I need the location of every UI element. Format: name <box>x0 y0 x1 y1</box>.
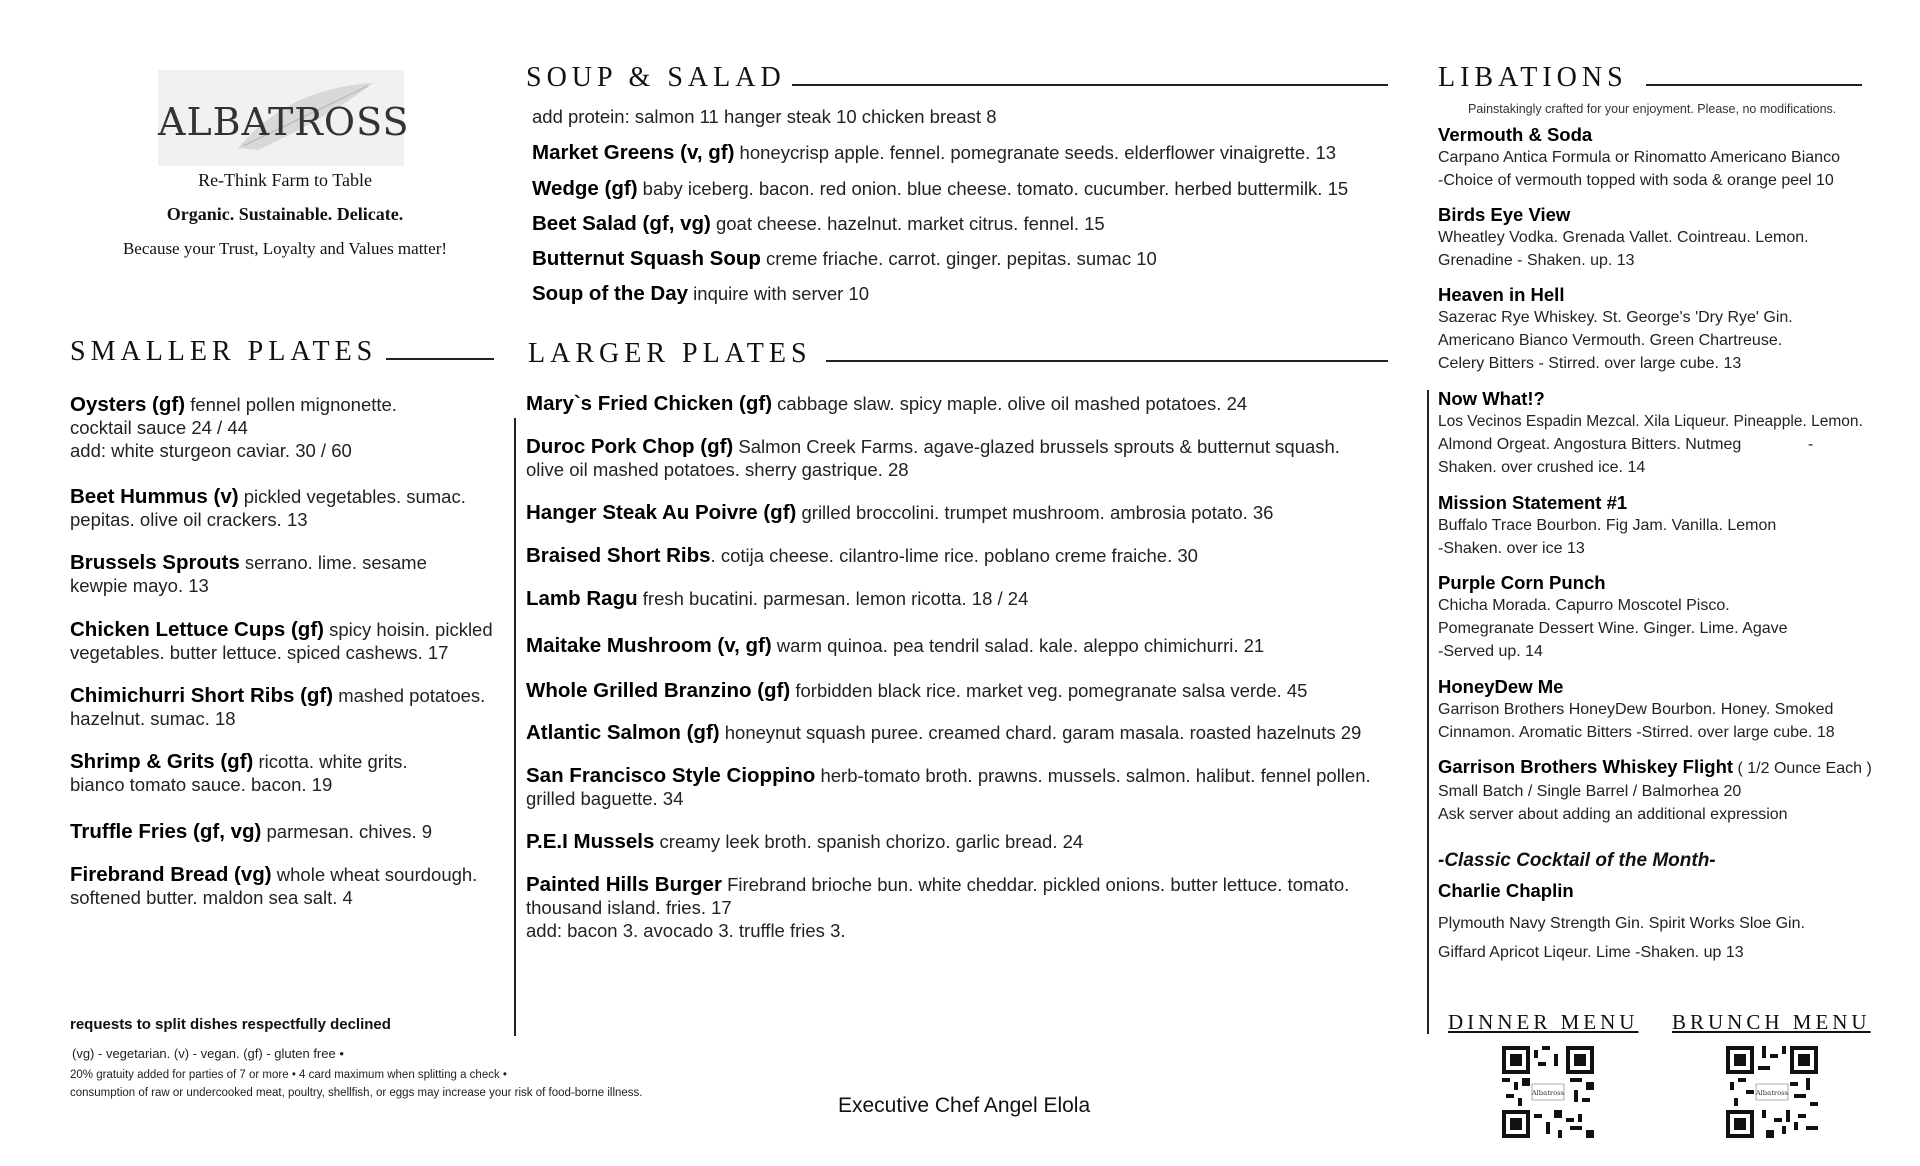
menu-item: Soup of the Day inquire with server 10 <box>532 282 870 305</box>
menu-item: Truffle Fries (gf, vg) parmesan. chives. 9 <box>70 820 433 843</box>
cocktail: Garrison Brothers Whiskey Flight ( 1/2 Ounce Each ) Small Batch / Single Barrel / Balmorhea 20 Ask server about adding an additional expression <box>1438 756 1872 823</box>
tagline-values: Because your Trust, Loyalty and Values matter! <box>122 239 448 258</box>
heading-rule <box>1646 84 1862 86</box>
tagline-bold: Organic. Sustainable. Delicate. <box>166 204 404 224</box>
menu-item: Market Greens (v, gf) honeycrisp apple. fennel. pomegranate seeds. elderflower vinaigrette. 13 <box>532 141 1337 164</box>
svg-text:Albatross: Albatross <box>1755 1088 1789 1097</box>
menu-item: Shrimp & Grits (gf) ricotta. white grits. bianco tomato sauce. bacon. 19 <box>70 750 408 795</box>
heading-rule <box>386 358 494 360</box>
classic-cocktail-name: Charlie Chaplin <box>1438 880 1574 901</box>
cocktail: Now What!? Los Vecinos Espadin Mezcal. Xila Liqueur. Pineapple. Lemon. Almond Orgeat. Angostura Bitters. Nutmeg - Shaken. over crushed ice. 14 <box>1438 388 1863 476</box>
cocktail: Vermouth & Soda Carpano Antica Formula or Rinomatto Americano Bianco -Choice of vermouth topped with soda & orange peel 10 <box>1438 124 1840 189</box>
column-divider <box>1427 390 1429 1034</box>
column-divider <box>514 418 516 1036</box>
menu-item: San Francisco Style Cioppino herb-tomato broth. prawns. mussels. salmon. halibut. fennel pollen. grilled baguette. 34 <box>526 764 1371 809</box>
menu-item: Oysters (gf) fennel pollen mignonette. cocktail sauce 24 / 44 add: white sturgeon caviar. 30 / 60 <box>70 393 397 461</box>
gratuity-note: 20% gratuity added for parties of 7 or more • 4 card maximum when splitting a check • <box>70 1069 507 1081</box>
menu-item: Maitake Mushroom (v, gf) warm quinoa. pea tendril salad. kale. aleppo chimichurri. 21 <box>526 634 1265 657</box>
menu-item: Chicken Lettuce Cups (gf) spicy hoisin. pickled vegetables. butter lettuce. spiced cashews. 17 <box>70 618 493 663</box>
classic-cocktail-heading: -Classic Cocktail of the Month- <box>1438 850 1716 871</box>
svg-text:Albatross: Albatross <box>1531 1088 1565 1097</box>
heading-rule <box>826 360 1388 362</box>
restaurant-logo <box>158 70 410 166</box>
classic-cocktail-desc: Giffard Apricot Liqeur. Lime -Shaken. up 13 <box>1438 944 1744 961</box>
menu-item: Mary`s Fried Chicken (gf) cabbage slaw. spicy maple. olive oil mashed potatoes. 24 <box>526 392 1248 415</box>
menu-item: Butternut Squash Soup creme friache. carrot. ginger. pepitas. sumac 10 <box>532 247 1157 270</box>
heading-rule <box>792 84 1388 86</box>
tagline: Re-Think Farm to Table <box>198 170 372 190</box>
menu-item: Beet Salad (gf, vg) goat cheese. hazelnut. market citrus. fennel. 15 <box>532 212 1105 235</box>
cocktail: Heaven in Hell Sazerac Rye Whiskey. St. George's 'Dry Rye' Gin. Americano Bianco Vermouth. Green Chartreuse. Celery Bitters - Stirred. over large cube. 13 <box>1438 284 1793 372</box>
menu-item: Painted Hills Burger Firebrand brioche bun. white cheddar. pickled onions. butter lettuce. tomato. thousand island. fries. 17 add: bacon 3. avocado 3. truffle fries 3. <box>526 873 1350 941</box>
menu-item: Braised Short Ribs. cotija cheese. cilantro-lime rice. poblano creme fraiche. 30 <box>526 544 1198 567</box>
logo-wordmark: ALBATROSS <box>158 100 410 144</box>
menu-item: Lamb Ragu fresh bucatini. parmesan. lemon ricotta. 18 / 24 <box>526 587 1029 610</box>
executive-chef: Executive Chef Angel Elola <box>838 1094 1091 1117</box>
menu-item: Duroc Pork Chop (gf) Salmon Creek Farms. agave-glazed brussels sprouts & butternut squash. olive oil mashed potatoes. sherry gastrique. 28 <box>526 435 1340 480</box>
larger-plates-heading: LARGER PLATES <box>528 338 812 369</box>
cocktail: Birds Eye View Wheatley Vodka. Grenada Vallet. Cointreau. Lemon. Grenadine - Shaken. up. 13 <box>1438 204 1809 269</box>
menu-item: P.E.I Mussels creamy leek broth. spanish chorizo. garlic bread. 24 <box>526 830 1084 853</box>
protein-addon: add protein: salmon 11 hanger steak 10 chicken breast 8 <box>532 106 997 127</box>
soup-salad-heading: SOUP & SALAD <box>526 62 786 93</box>
menu-item: Brussels Sprouts serrano. lime. sesame kewpie mayo. 13 <box>70 551 427 596</box>
menu-item: Chimichurri Short Ribs (gf) mashed potatoes. hazelnut. sumac. 18 <box>70 684 486 729</box>
libations-subtitle: Painstakingly crafted for your enjoyment. Please, no modifications. <box>1468 102 1837 116</box>
menu-item: Whole Grilled Branzino (gf) forbidden black rice. market veg. pomegranate salsa verde. 45 <box>526 679 1308 702</box>
split-note: requests to split dishes respectfully declined <box>70 1016 391 1033</box>
cocktail: Purple Corn Punch Chicha Morada. Capurro Moscotel Pisco. Pomegranate Dessert Wine. Ginger. Lime. Agave -Served up. 14 <box>1438 572 1788 660</box>
dinner-menu-link[interactable]: DINNER MENU <box>1448 1010 1639 1034</box>
menu-item: Atlantic Salmon (gf) honeynut squash puree. creamed chard. garam masala. roasted hazelnuts 29 <box>526 721 1362 744</box>
classic-cocktail-desc: Plymouth Navy Strength Gin. Spirit Works Sloe Gin. <box>1438 915 1805 932</box>
menu-item: Wedge (gf) baby iceberg. bacon. red onion. blue cheese. tomato. cucumber. herbed buttermilk. 15 <box>532 177 1349 200</box>
food-safety-warning: consumption of raw or undercooked meat, poultry, shellfish, or eggs may increase your risk of food-borne illness. <box>70 1087 643 1099</box>
libations-heading: LIBATIONS <box>1438 62 1628 93</box>
diet-legend: (vg) - vegetarian. (v) - vegan. (gf) - gluten free • <box>72 1046 344 1061</box>
menu-item: Hanger Steak Au Poivre (gf) grilled broccolini. trumpet mushroom. ambrosia potato. 36 <box>526 501 1274 524</box>
brunch-qr-code[interactable] <box>1726 1046 1818 1138</box>
menu-item: Beet Hummus (v) pickled vegetables. sumac. pepitas. olive oil crackers. 13 <box>70 485 466 530</box>
dinner-qr-code[interactable] <box>1502 1046 1594 1138</box>
menu-item: Firebrand Bread (vg) whole wheat sourdough. softened butter. maldon sea salt. 4 <box>70 863 478 908</box>
cocktail: HoneyDew Me Garrison Brothers HoneyDew Bourbon. Honey. Smoked Cinnamon. Aromatic Bitters -Stirred. over large cube. 18 <box>1438 676 1835 741</box>
smaller-plates-heading: SMALLER PLATES <box>70 336 378 367</box>
cocktail: Mission Statement #1 Buffalo Trace Bourbon. Fig Jam. Vanilla. Lemon -Shaken. over ice 13 <box>1438 492 1777 557</box>
brunch-menu-link[interactable]: BRUNCH MENU <box>1672 1010 1871 1034</box>
